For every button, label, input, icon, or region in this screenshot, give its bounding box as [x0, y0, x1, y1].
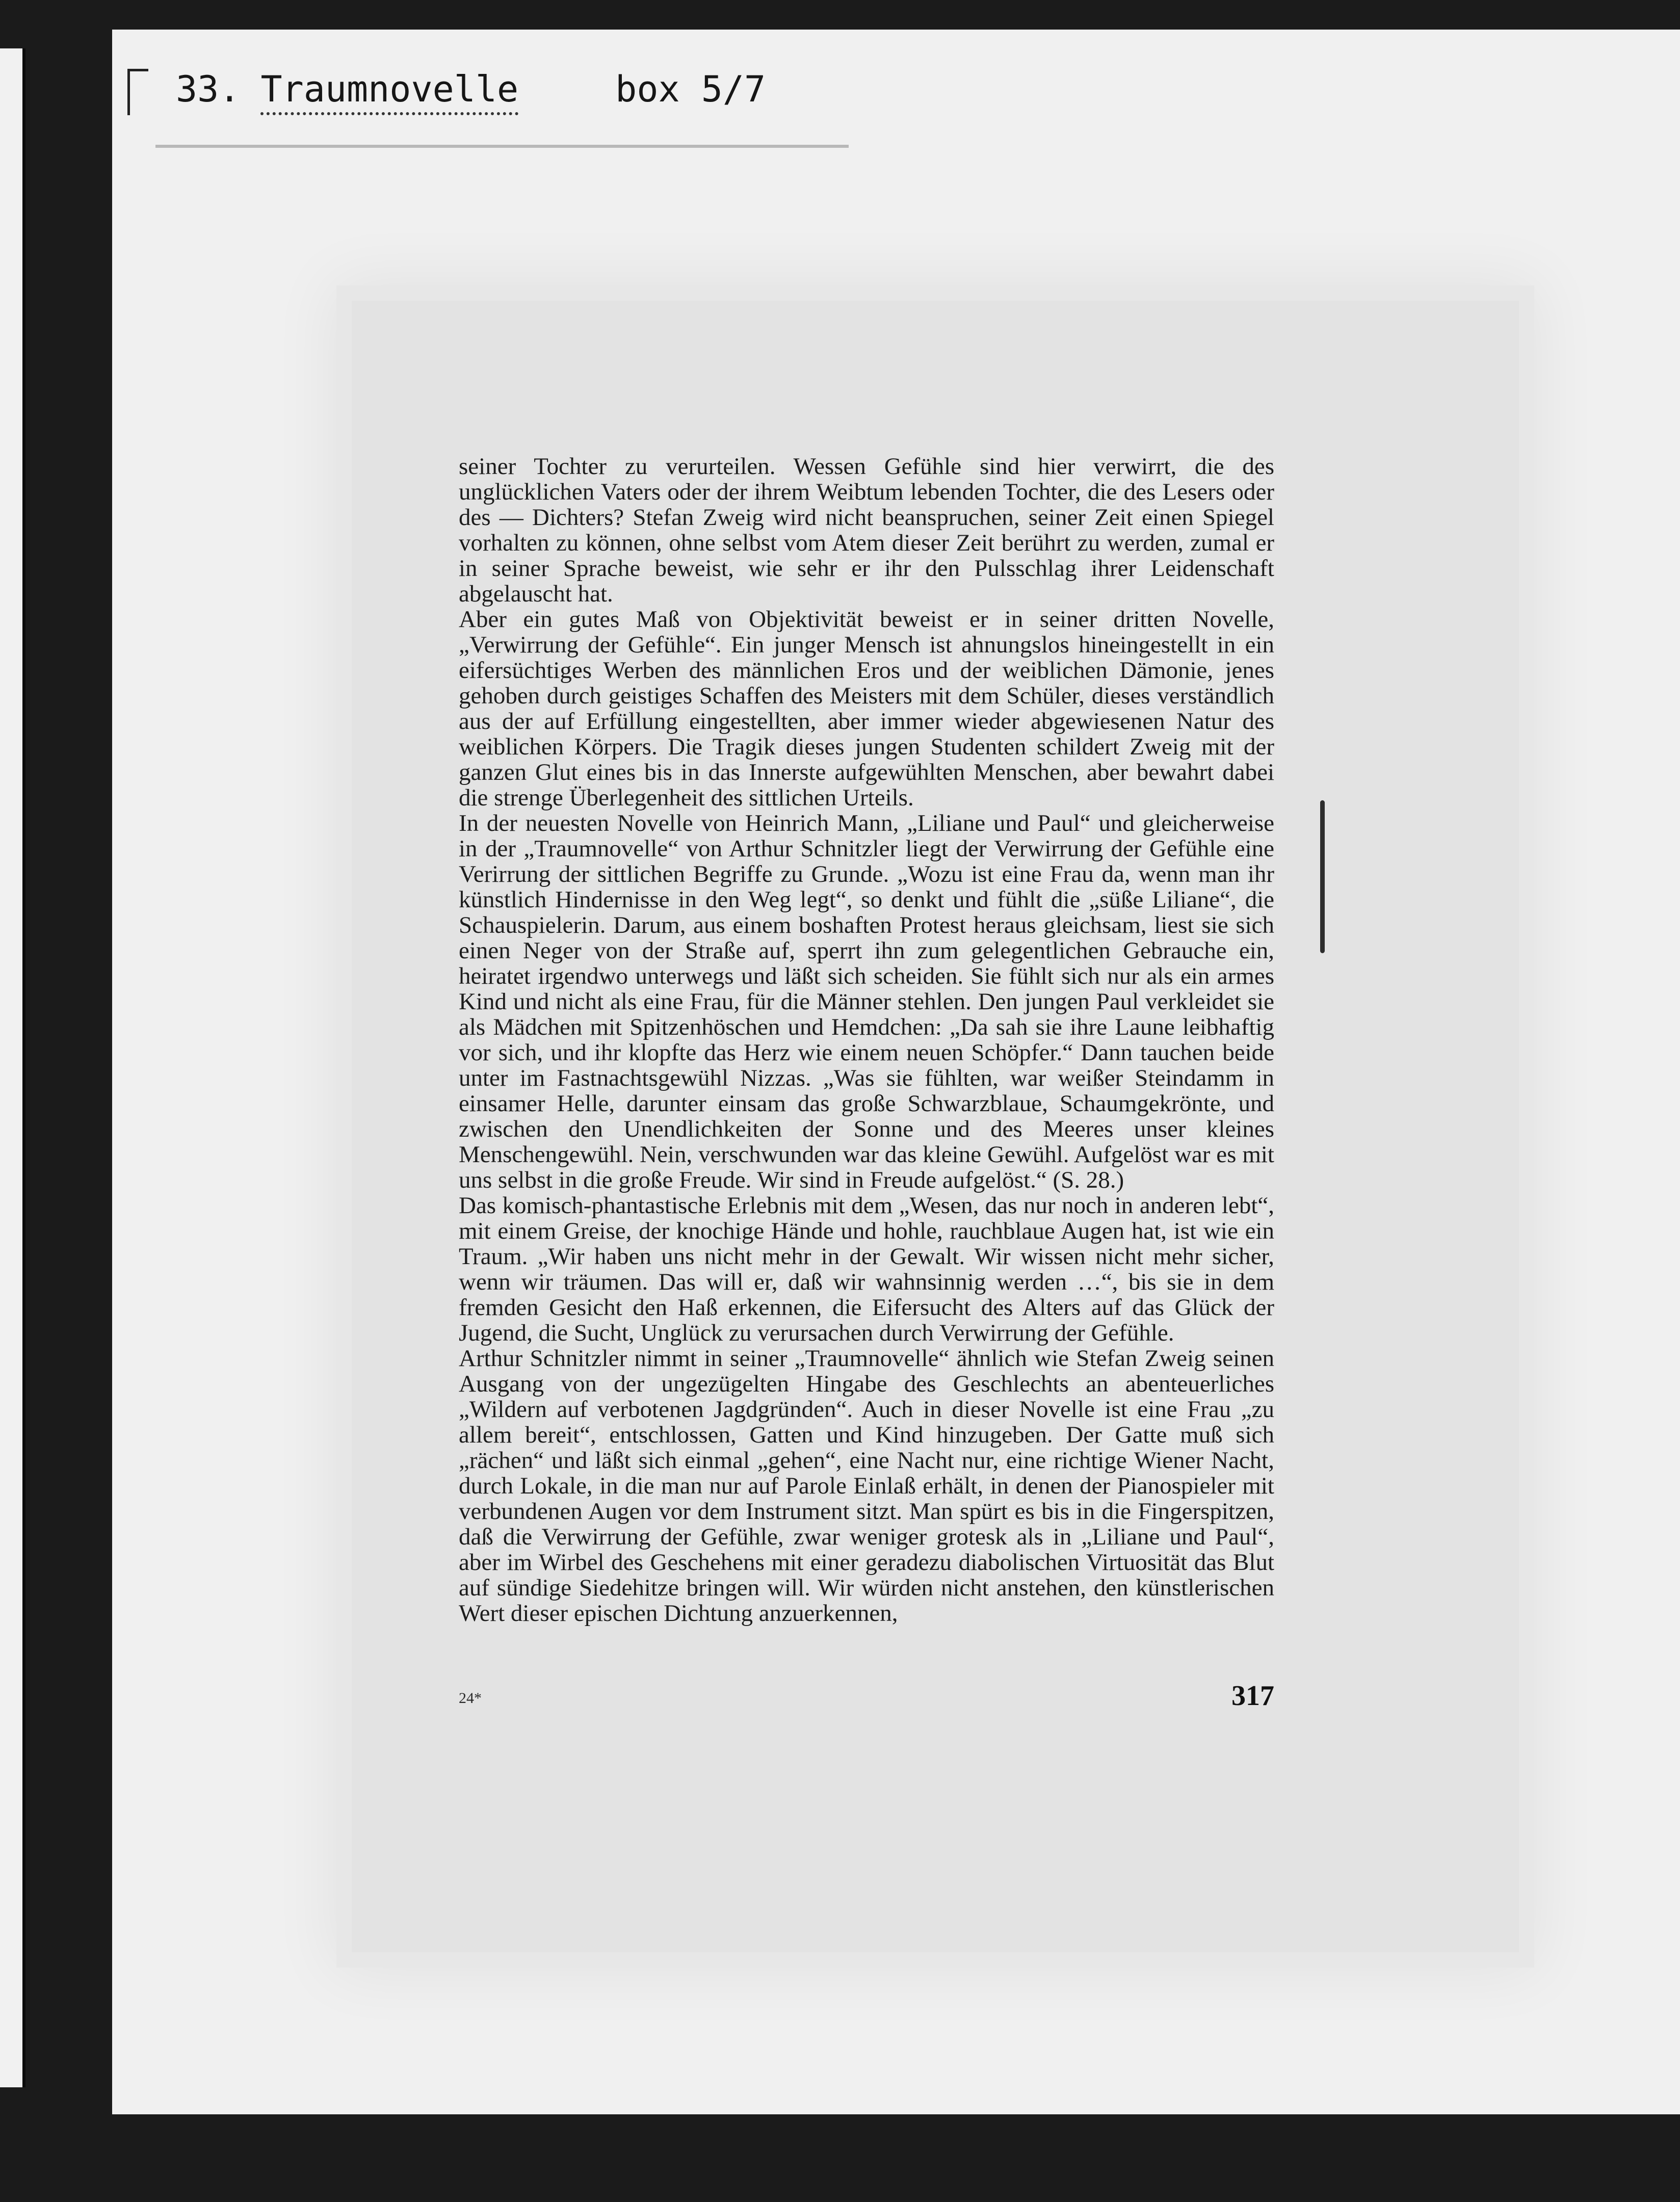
clipping-text: [459, 454, 1274, 1626]
paragraph: Arthur Schnitzler nimmt in seiner „Traumnovelle“ ähnlich wie Stefan Zweig seinen Ausgang von der ungezügelten Hingabe des Geschlechts an abenteuerliches „Wildern auf verbotenen Jagdgründen“. Auch in dieser Novelle ist eine Frau „zu allem bereit“, entschlossen, Gatten und Kind hinzugeben. Der Gatte muß sich „rächen“ und läßt sich einmal „gehen“, eine Nacht nur, eine richtige Wiener Nacht, durch Lokale, in die man nur auf Parole Einlaß erhält, in denen der Pianospieler mit verbundenen Augen vor dem Instrument sitzt. Man spürt es bis in die Fingerspitzen, daß die Verwirrung der Gefühle, zwar weniger grotesk als in „Liliane und Paul“, aber im Wirbel des Geschehens mit einer geradezu diabolischen Virtuosität das Blut auf sündige Siedehitze bringen will. Wir würden nicht anstehen, den künstlerischen Wert dieser epischen Dichtung anzuerkennen,: [459, 1345, 1274, 1627]
card-title: Traumnovelle: [260, 68, 518, 115]
paragraph: seiner Tochter zu verurteilen. Wessen Gefühle sind hier verwirrt, die des unglücklichen Vaters oder der ihrem Weibtum lebenden Tochter, die des Lesers oder des — Dichters? Stefan Zweig wird nicht beanspruchen, seiner Zeit einen Spiegel vorhalten zu können, ohne selbst vom Atem dieser Zeit berührt zu werden, zumal er in seiner Sprache beweist, wie sehr er ihr den Pulsschlag ihrer Leidenschaft abgelauscht hat.: [459, 453, 1274, 607]
signature-mark: 24*: [459, 1690, 482, 1707]
paragraph: Aber ein gutes Maß von Objektivität beweist er in seiner dritten Novelle, „Verwirrung der Gefühle“. Ein junger Mensch ist ahnungslos hineingestellt in ein eifersüchtiges Werben des männlichen Eros und der weiblichen Dämonie, jenes gehoben durch geistiges Schaffen des Meisters mit dem Schüler, dieses verständlich aus der auf Erfüllung eingestellten, aber immer wieder abgewiesenen Natur des weiblichen Körpers. Die Tragik dieses jungen Studenten schildert Zweig mit der ganzen Glut eines bis in das Innerste aufgewühlten Menschen, aber bewahrt dabei die strenge Überlegenheit des sittlichen Urteils.: [459, 606, 1274, 811]
page-number: 317: [1231, 1680, 1274, 1712]
adjacent-card-edge: [0, 48, 25, 2087]
card-corner-mark: [127, 69, 148, 115]
card-header: [176, 66, 766, 112]
newspaper-clipping: [352, 301, 1519, 1952]
clipping-footer: [459, 1680, 1274, 1720]
card-box-label: box 5/7: [615, 68, 766, 110]
header-rule: [155, 145, 849, 148]
paragraph: In der neuesten Novelle von Heinrich Mann, „Liliane und Paul“ und gleicherweise in der „Traumnovelle“ von Arthur Schnitzler liegt der Verwirrung der Gefühle eine Verirrung der sittlichen Begriffe zu Grunde. „Wozu ist eine Frau da, wenn man ihr künstlich Hindernisse in den Weg legt“, so denkt und fühlt die „süße Liliane“, die Schauspielerin. Darum, aus einem boshaften Protest heraus gleichsam, liest sie sich einen Neger von der Straße auf, sperrt ihn zum gelegentlichen Gebrauche ein, heiratet irgendwo unterwegs und läßt sich scheiden. Sie fühlt sich nur als ein armes Kind und nicht als eine Frau, für die Männer stehlen. Den jungen Paul verkleidet sie als Mädchen mit Spitzenhöschen und Hemdchen: „Da sah sie ihre Laune leibhaftig vor sich, und ihr klopfte das Herz wie einem neuen Schöpfer.“ Dann tauchen beide unter im Fastnachtsgewühl Nizzas. „Was sie fühlten, war weißer Steindamm in einsamer Helle, darunter einsam das große Schwarzblaue, Schaumgekrönte, und zwischen den Unendlichkeiten der Sonne und des Meeres unser kleines Menschengewühl. Nein, verschwunden war das kleine Gewühl. Aufgelöst war es mit uns selbst in die große Freude. Wir sind in Freude aufgelöst.“ (S. 28.): [459, 810, 1274, 1193]
paragraph: Das komisch-phantastische Erlebnis mit dem „Wesen, das nur noch in anderen lebt“, mit einem Greise, der knochige Hände und hohle, rauchblaue Augen hat, ist wie ein Traum. „Wir haben uns nicht mehr in der Gewalt. Wir wissen nicht mehr sicher, wenn wir träumen. Das will er, daß wir wahnsinnig werden …“, bis sie in dem fremden Gesicht den Haß erkennen, die Eifersucht des Alters auf das Glück der Jugend, die Sucht, Unglück zu verursachen durch Verwirrung der Gefühle.: [459, 1192, 1274, 1346]
margin-pencil-mark: [1320, 800, 1325, 953]
card-number: 33.: [176, 68, 241, 110]
